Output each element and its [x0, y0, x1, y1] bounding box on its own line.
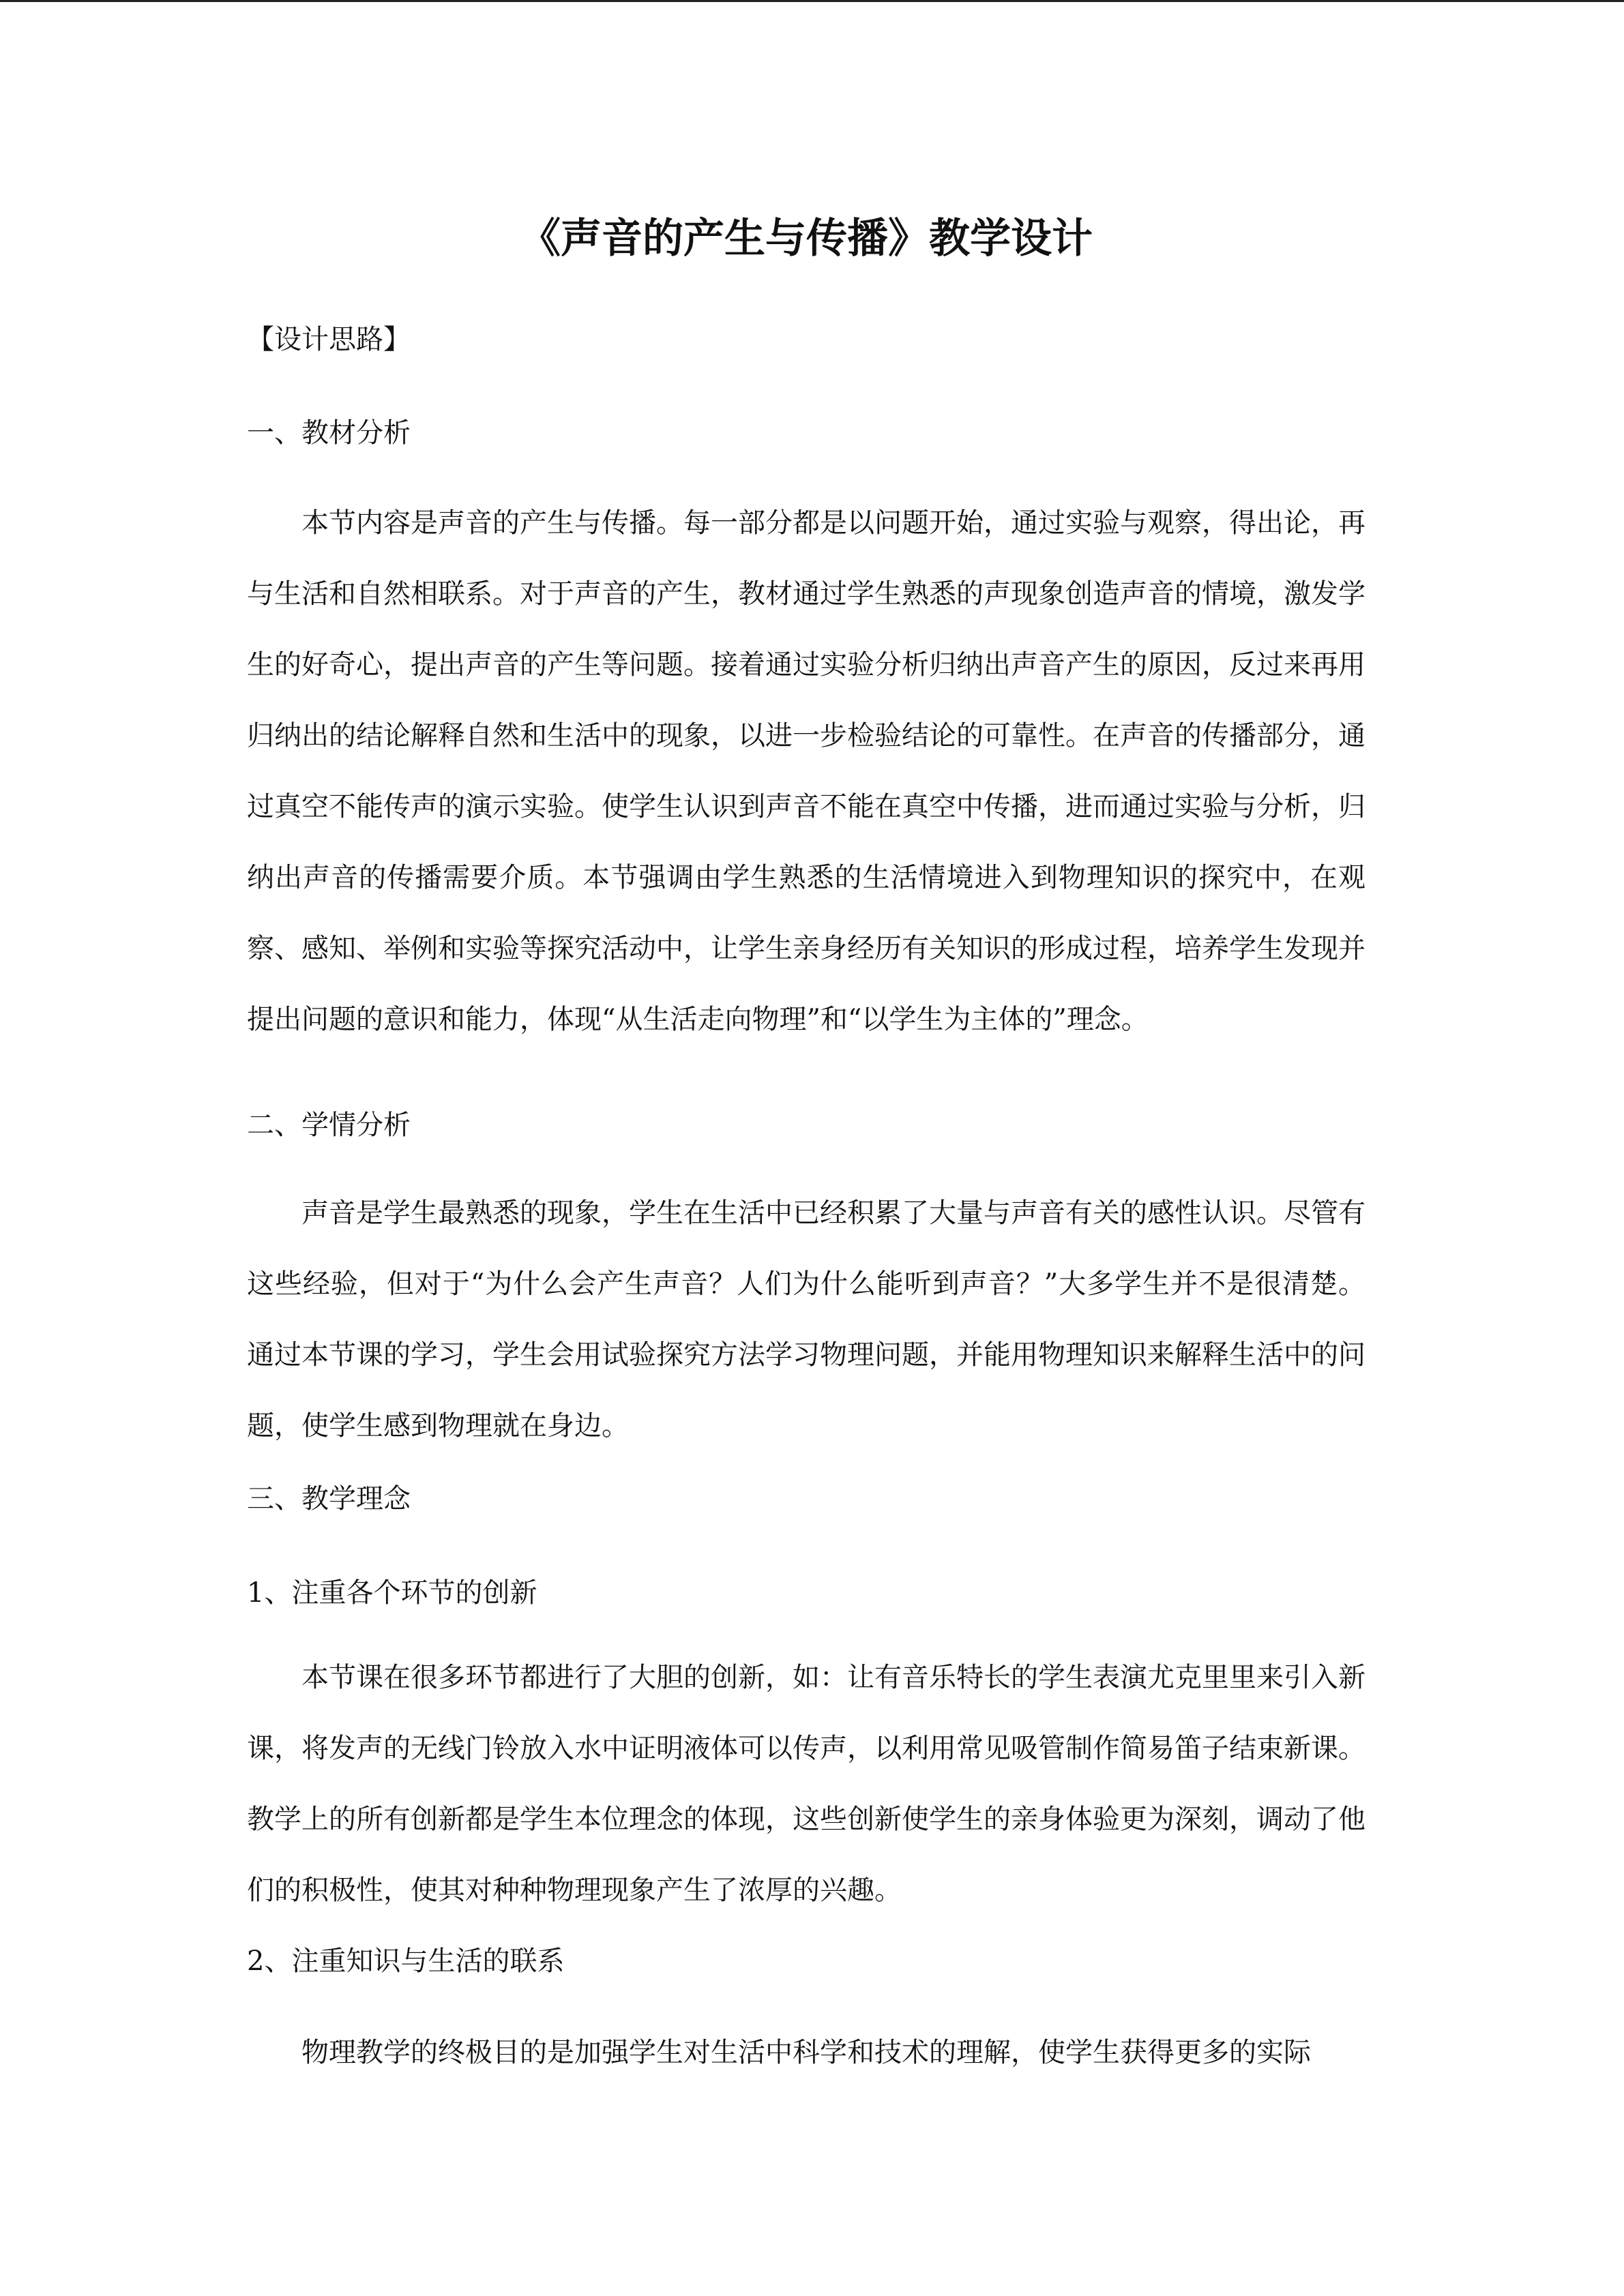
design-ideas-heading: 【设计思路】	[247, 324, 411, 355]
page-top-border	[0, 0, 1624, 2]
section-paragraph-textbook-analysis: 本节内容是声音的产生与传播。每一部分都是以问题开始，通过实验与观察，得出论，再与生活和自然相联系。对于声音的产生，教材通过学生熟悉的声现象创造声音的情境，激发学生的好奇心，提出声音的产生等问题。接着通过实验分析归纳出声音产生的原因，反过来再用归纳出的结论解释自然和生活中的现象，以进一步检验结论的可靠性。在声音的传播部分，通过真空不能传声的演示实验。使学生认识到声音不能在真空中传播，进而通过实验与分析，归纳出声音的传播需要介质。本节强调由学生熟悉的生活情境进入到物理知识的探究中，在观察、感知、举例和实验等探究活动中，让学生亲身经历有关知识的形成过程，培养学生发现并提出问题的意识和能力，体现“从生活走向物理”和“以学生为主体的”理念。	[247, 507, 1365, 1035]
section-heading-textbook-analysis: 一、教材分析	[247, 417, 411, 449]
subsection-paragraph-innovation: 本节课在很多环节都进行了大胆的创新，如：让有音乐特长的学生表演尤克里里来引入新课，将发声的无线门铃放入水中证明液体可以传声，以利用常见吸管制作简易笛子结束新课。教学上的所有创新都是学生本位理念的体现，这些创新使学生的亲身体验更为深刻，调动了他们的积极性，使其对种种物理现象产生了浓厚的兴趣。	[247, 1662, 1365, 1906]
section-heading-learner-analysis: 二、学情分析	[247, 1109, 411, 1141]
document-title: 《声音的产生与传播》教学设计	[520, 215, 1093, 263]
subsection-heading-knowledge-life: 2、注重知识与生活的联系	[247, 1945, 565, 1977]
section-paragraph-learner-analysis: 声音是学生最熟悉的现象，学生在生活中已经积累了大量与声音有关的感性认识。尽管有这些经验，但对于“为什么会产生声音？人们为什么能听到声音？”大多学生并不是很清楚。通过本节课的学习，学生会用试验探究方法学习物理问题，并能用物理知识来解释生活中的问题，使学生感到物理就在身边。	[247, 1197, 1365, 1442]
subsection-paragraph-knowledge-life: 物理教学的终极目的是加强学生对生活中科学和技术的理解，使学生获得更多的实际	[301, 2037, 1311, 2068]
subsection-heading-innovation: 1、注重各个环节的创新	[247, 1577, 537, 1609]
section-heading-teaching-philosophy: 三、教学理念	[247, 1483, 411, 1515]
